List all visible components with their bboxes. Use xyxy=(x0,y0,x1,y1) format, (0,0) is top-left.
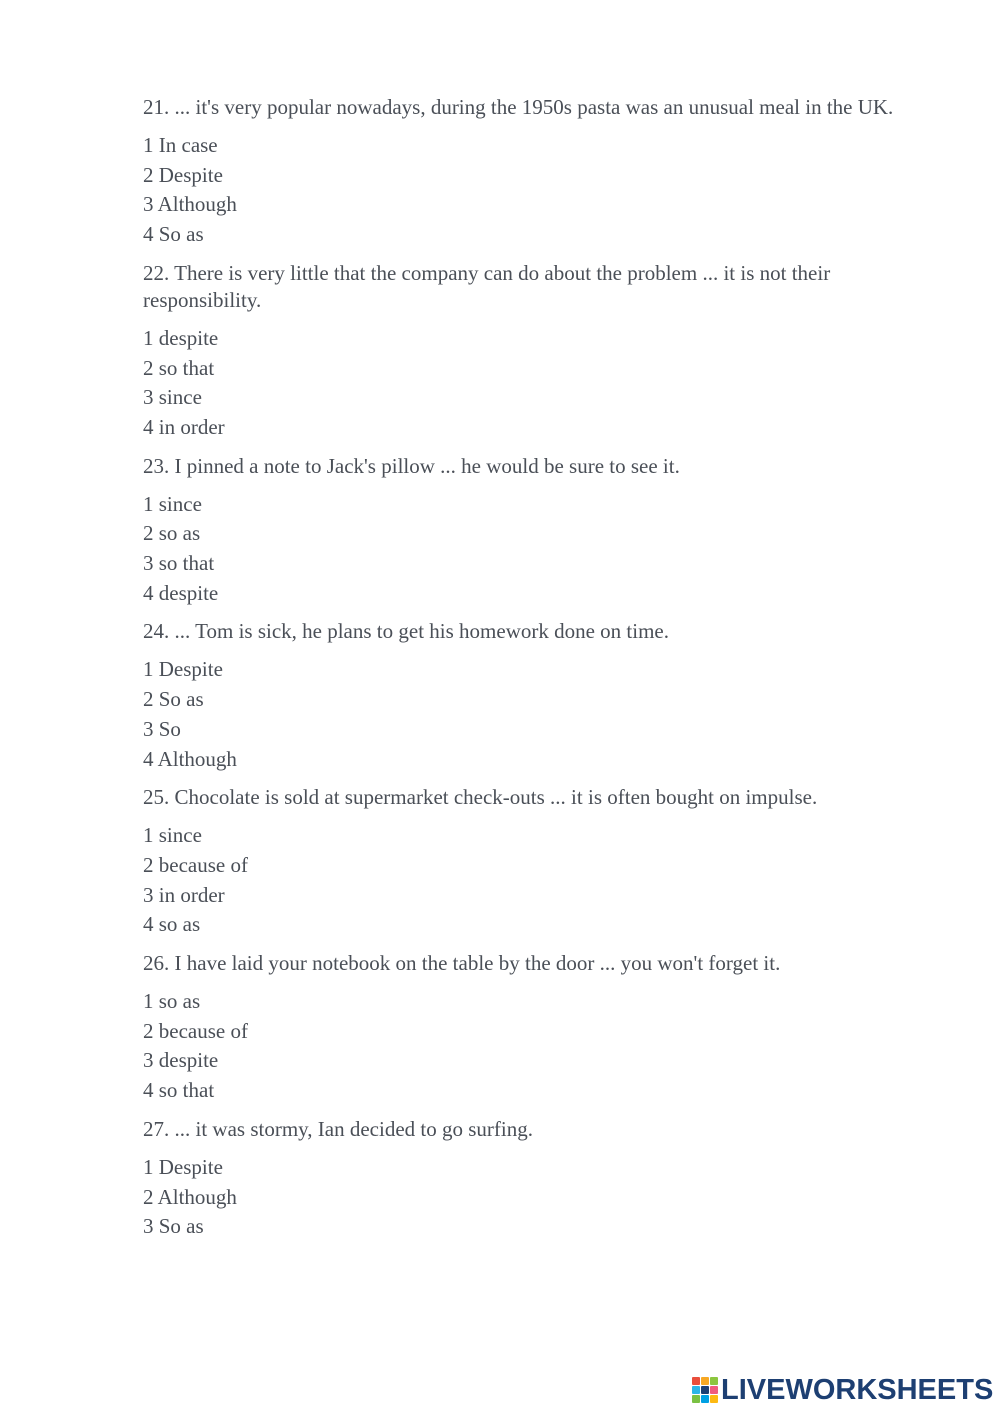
answer-option: 2 So as xyxy=(143,687,204,712)
answer-option: 3 So xyxy=(143,716,181,741)
worksheet-page xyxy=(143,94,923,1252)
answer-option: 4 So as xyxy=(143,222,204,247)
question-text: 21. ... it's very popular nowadays, during the 1950s pasta was an unusual meal in the UK. xyxy=(143,95,894,119)
answer-option: 1 so as xyxy=(143,989,201,1014)
liveworksheets-logo xyxy=(692,1375,993,1405)
answer-option: 2 because of xyxy=(143,852,248,877)
answer-option: 4 Although xyxy=(143,746,237,771)
answer-option: 2 so as xyxy=(143,521,201,546)
answer-option: 2 because of xyxy=(143,1018,248,1043)
answer-option: 1 In case xyxy=(143,133,218,157)
logo-square xyxy=(692,1386,700,1394)
question-block xyxy=(143,453,923,609)
answer-option: 4 so as xyxy=(143,912,201,937)
answer-option: 1 Despite xyxy=(143,657,223,682)
question-block xyxy=(143,1116,923,1242)
question-block xyxy=(143,94,923,250)
question-block xyxy=(143,950,923,1106)
answer-option: 2 Although xyxy=(143,1184,237,1209)
answer-option: 1 since xyxy=(143,823,202,848)
question-block xyxy=(143,618,923,774)
answer-option: 3 since xyxy=(143,385,202,410)
answer-options xyxy=(143,324,923,443)
answer-options xyxy=(143,1153,923,1242)
answer-option: 1 since xyxy=(143,491,202,516)
answer-option: 1 Despite xyxy=(143,1154,223,1179)
answer-option: 3 despite xyxy=(143,1048,219,1073)
question-block xyxy=(143,784,923,940)
answer-options xyxy=(143,987,923,1106)
logo-square xyxy=(701,1377,709,1385)
question-text: 27. ... it was stormy, Ian decided to go surfing. xyxy=(143,1116,533,1141)
answer-options xyxy=(143,655,923,774)
answer-option: 3 So as xyxy=(143,1214,204,1239)
answer-option: 3 in order xyxy=(143,882,225,907)
logo-square xyxy=(692,1377,700,1385)
logo-square xyxy=(701,1386,709,1394)
answer-options xyxy=(143,131,923,250)
answer-option: 2 Despite xyxy=(143,162,223,187)
question-block xyxy=(143,260,923,443)
answer-options xyxy=(143,490,923,609)
logo-text: LIVEWORKSHEETS xyxy=(721,1373,994,1406)
question-text: 23. I pinned a note to Jack's pillow ... he would be sure to see it. xyxy=(143,453,680,478)
logo-square xyxy=(710,1395,718,1403)
answer-option: 4 in order xyxy=(143,414,225,439)
answer-options xyxy=(143,821,923,940)
question-text: 26. I have laid your notebook on the table by the door ... you won't forget it. xyxy=(143,951,781,976)
question-text: 22. There is very little that the company can do about the problem ... it is not their responsibility. xyxy=(143,260,831,312)
question-text: 24. ... Tom is sick, he plans to get his homework done on time. xyxy=(143,619,670,644)
answer-option: 4 despite xyxy=(143,580,219,605)
answer-option: 1 despite xyxy=(143,325,219,350)
question-text: 25. Chocolate is sold at supermarket check-outs ... it is often bought on impulse. xyxy=(143,785,818,810)
answer-option: 3 so that xyxy=(143,551,215,576)
logo-square xyxy=(701,1395,709,1403)
liveworksheets-logo-icon xyxy=(692,1377,718,1403)
answer-option: 2 so that xyxy=(143,355,215,380)
answer-option: 3 Although xyxy=(143,192,237,217)
logo-square xyxy=(710,1386,718,1394)
answer-option: 4 so that xyxy=(143,1078,215,1103)
logo-square xyxy=(692,1395,700,1403)
logo-square xyxy=(710,1377,718,1385)
